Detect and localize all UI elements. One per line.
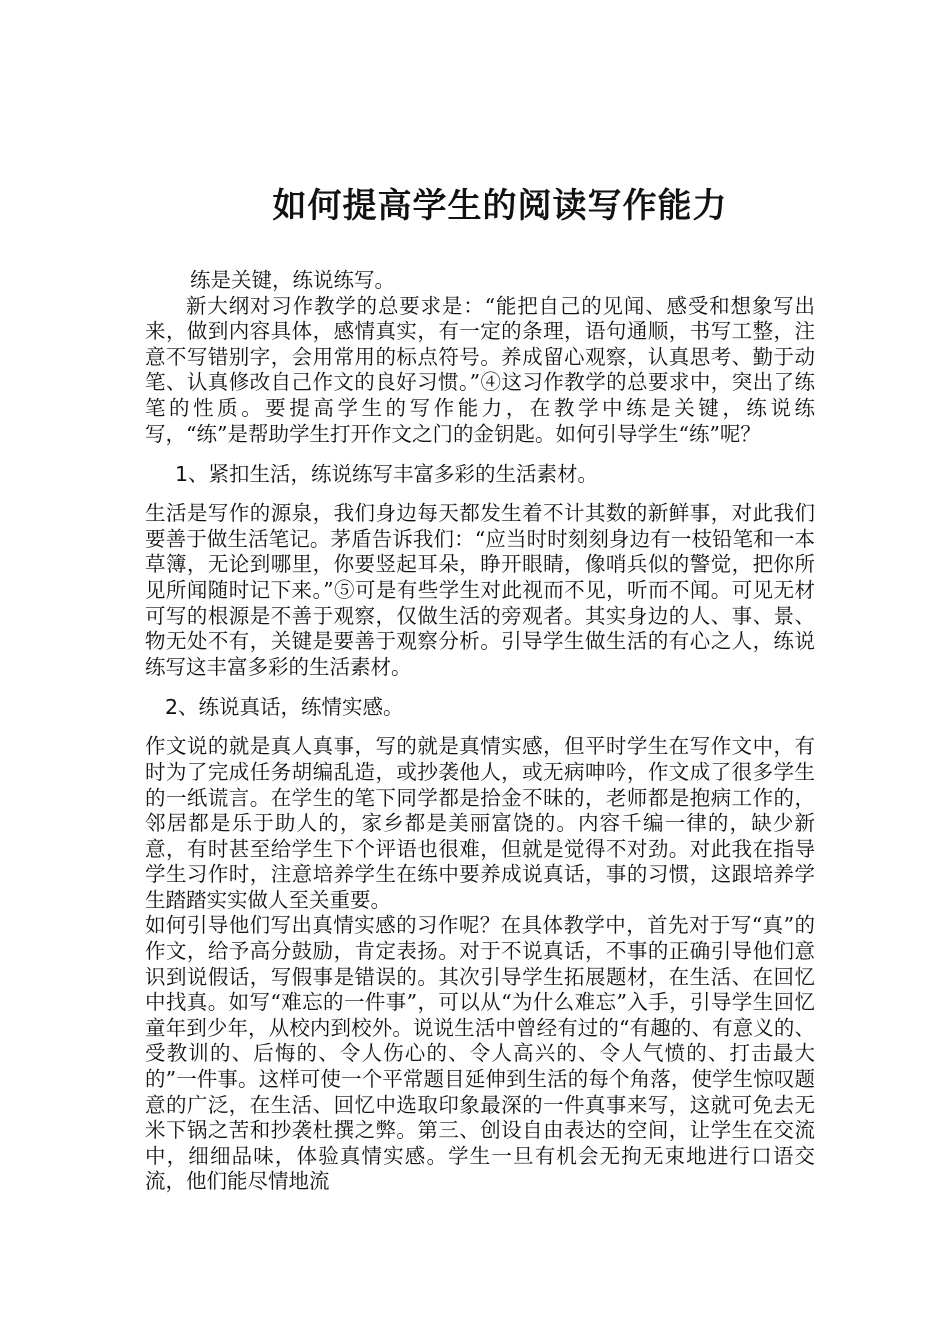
paragraph-1: 新大纲对习作教学的总要求是：“能把自己的见闻、感受和想象写出来，做到内容具体，感情真实，有一定的条理，语句通顺，书写工整，注意不写错别字，会用常用的标点符号。养成留心观察，认真思考、勤于动笔、认真修改自己作文的良好习惯。”④这习作教学的总要求中，突出了练笔的性质。要提高学生的写作能力，在教学中练是关键，练说练写，“练”是帮助学生打开作文之门的金钥匙。如何引导学生“练”呢？ [145,293,815,446]
section-heading-2: 2、练说真话，练情实感。 [165,695,404,720]
section-heading-1: 1、紧扣生活，练说练写丰富多彩的生活素材。 [175,462,599,487]
document-body [145,268,815,1195]
paragraph-3: 作文说的就是真人真事，写的就是真情实感，但平时学生在写作文中，有时为了完成任务胡编乱造，或抄袭他人，或无病呻吟，作文成了很多学生的一纸谎言。在学生的笔下同学都是拾金不昧的，老师都是抱病工作的，邻居都是乐于助人的，家乡都是美丽富饶的。内容千编一律的，缺少新意，有时甚至给学生下个评语也很难，但就是觉得不对劲。对此我在指导学生习作时，注意培养学生在练中要养成说真话，事的习惯，这跟培养学生踏踏实实做人至关重要。 [145,734,815,912]
document-title: 如何提高学生的阅读写作能力 [272,186,728,226]
intro-line: 练是关键，练说练写。 [190,268,395,292]
paragraph-2: 生活是写作的源泉，我们身边每天都发生着不计其数的新鲜事，对此我们要善于做生活笔记。茅盾告诉我们：“应当时时刻刻身边有一枝铅笔和一本草簿，无论到哪里，你要竖起耳朵，睁开眼睛，像哨兵似的警觉，把你所见所闻随时记下来。”⑤可是有些学生对此视而不见，听而不闻。可见无材可写的根源是不善于观察，仅做生活的旁观者。其实身边的人、事、景、物无处不有，关键是要善于观察分析。引导学生做生活的有心之人，练说练写这丰富多彩的生活素材。 [145,501,815,679]
paragraph-4: 如何引导他们写出真情实感的习作呢？在具体教学中，首先对于写“真”的作文，给予高分鼓励，肯定表扬。对于不说真话，不事的正确引导他们意识到说假话，写假事是错误的。其次引导学生拓展题材，在生活、在回忆中找真。如写“难忘的一件事”，可以从“为什么难忘”入手，引导学生回忆童年到少年，从校内到校外。说说生活中曾经有过的“有趣的、有意义的、受教训的、后悔的、令人伤心的、令人高兴的、令人气愤的、打击最大的”一件事。这样可使一个平常题目延伸到生活的每个角落，使学生惊叹题意的广泛，在生活、回忆中选取印象最深的一件真事来写，这就可免去无米下锅之苦和抄袭杜撰之弊。第三、创设自由表达的空间，让学生在交流中，细细品味，体验真情实感。学生一旦有机会无拘无束地进行口语交流，他们能尽情地流 [145,913,815,1194]
